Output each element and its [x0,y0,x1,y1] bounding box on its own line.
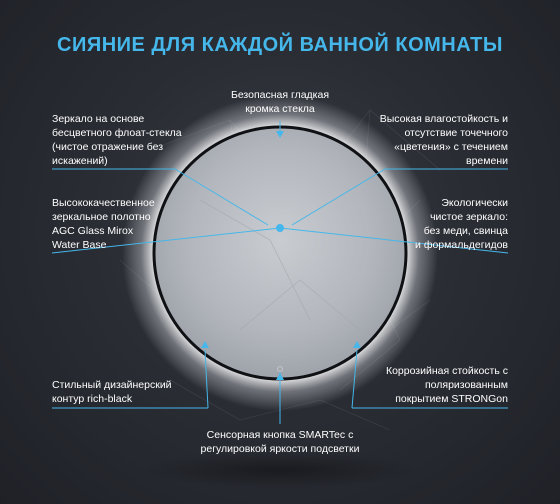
floor-shadow [140,452,420,488]
callout-top-edge: Безопасная гладкая кромка стекла [230,89,330,115]
callout-rich-black-frame: Стильный дизайнерский контур rich-black [52,379,172,405]
callout-smartec-button: Сенсорная кнопка SMARTec с регулировкой яркости подсветки [200,429,360,455]
callout-float-glass: Зеркало на основе бесцветного флоат-стекла (чистое отражение без искажений) [52,113,182,167]
page-title: СИЯНИЕ ДЛЯ КАЖДОЙ ВАННОЙ КОМНАТЫ [57,34,503,56]
callout-eco-mirror: Экологически чистое зеркало: без меди, свинца и формальдегидов [415,197,508,251]
callout-agc-mirror: Высококачественное зеркальное полотно AGC Glass Mirox Water Base [52,197,155,251]
callout-strongon-coating: Коррозийная стойкость с поляризованным покрытием STRONGon [385,365,508,405]
center-dot [276,224,284,232]
callout-moisture-resistance: Высокая влагостойкость и отсутствие точечного «цветения» с течением времени [379,113,508,167]
